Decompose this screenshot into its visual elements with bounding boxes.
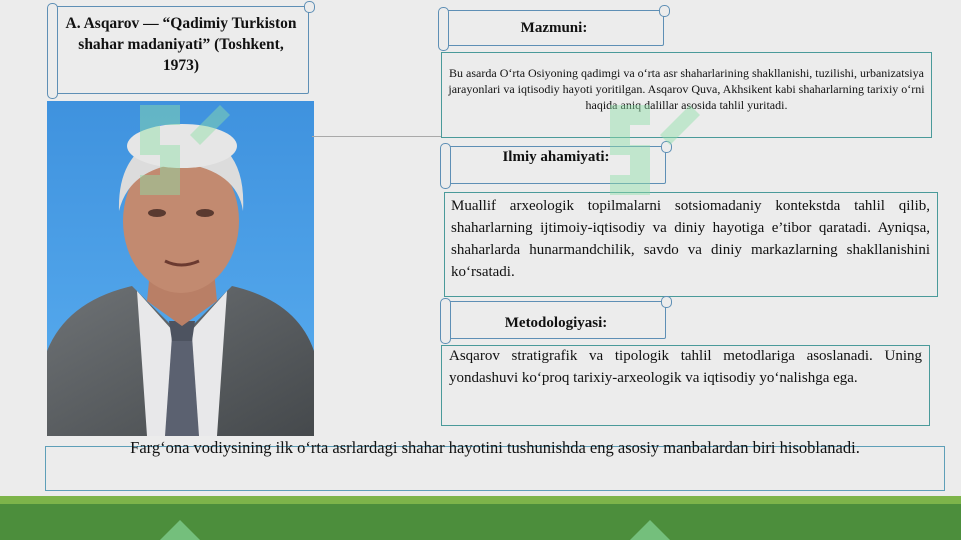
mazmuni-heading: Mazmuni: (520, 20, 588, 36)
ilmiy-heading-scroll (446, 146, 666, 184)
ilmiy-box (444, 192, 938, 297)
ilmiy-heading: Ilmiy ahamiyati: (502, 149, 610, 165)
mazmuni-heading-scroll (444, 10, 664, 46)
mazmuni-text: Bu asarda O‘rta Osiyoning qadimgi va o‘rta asr shaharlarining shakllanishi, tuzilishi, urbanizatsiya jarayonlari va iqtisodiy hayoti yoritilgan. Asqarov Quva, Akhsikent kabi shaharlarning tarixiy o‘rni haqida aniq dalillar asosida tahlil yuritadi. (448, 66, 925, 112)
mazmuni-box (441, 52, 932, 138)
metod-text: Asqarov stratigrafik va tipologik tahlil metodlariga asoslanadi. Uning yondashuvi ko‘proq tarixiy-arxeologik va iqtisodiy yo‘nalishga ega. (449, 348, 922, 386)
ilmiy-text: Muallif arxeologik topilmalarni sotsiomadaniy kontekstda tahlil qilib, shaharlarning ijtimoiy-iqtisodiy va diniy hayotiga e’tibor qaratadi. Ayniqsa, shaharlarda hunarmandchilik, savdo va diniy markazlarning shakllanishini ko‘rsatadi. (451, 198, 930, 280)
metod-heading-scroll (446, 301, 666, 339)
conclusion-box (45, 438, 945, 491)
connector-line (312, 136, 442, 137)
book-title: A. Asqarov — “Qadimiy Turkiston shahar madaniyati” (Toshkent, 1973) (65, 15, 297, 74)
author-photo (47, 101, 314, 436)
conclusion-text: Farg‘ona vodiysining ilk o‘rta asrlardagi shahar hayotini tushunishda eng asosiy manbalardan biri hisoblanadi. (130, 438, 860, 457)
title-scroll (53, 6, 309, 94)
metod-heading: Metodologiyasi: (504, 315, 608, 331)
footer-band (0, 496, 961, 540)
metod-box (441, 345, 930, 426)
